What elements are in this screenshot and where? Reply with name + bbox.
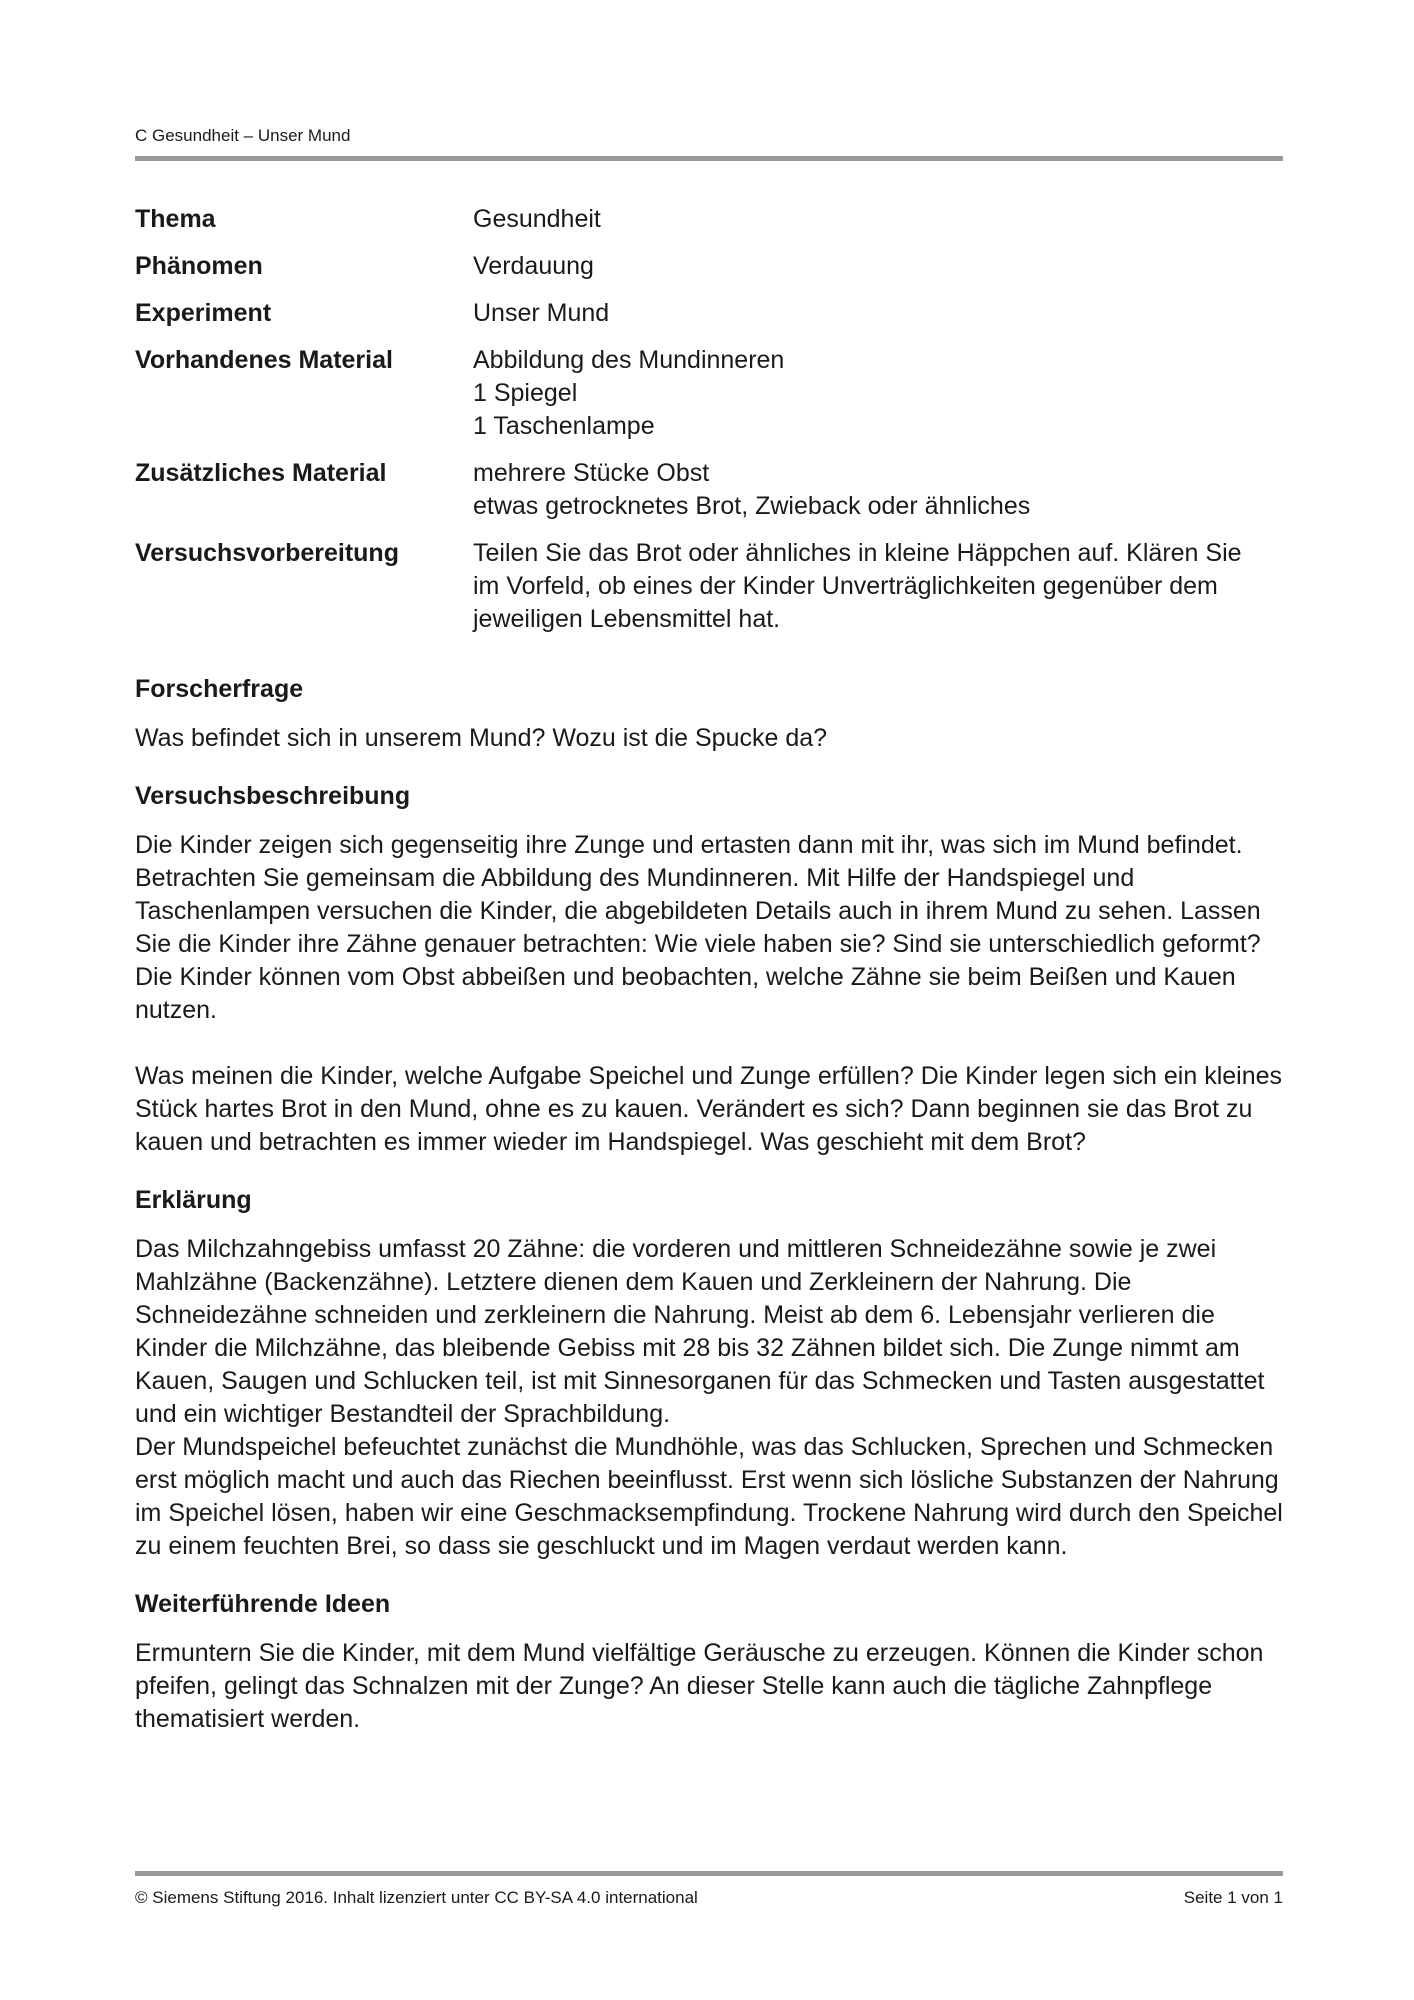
experiment-metadata [135, 203, 1283, 650]
section-text [135, 722, 1283, 755]
section-weiterfuehrende-ideen [135, 1588, 1283, 1736]
meta-value-line: etwas getrocknetes Brot, Zwieback oder ähnliches [473, 492, 1031, 520]
footer-page-number: Seite 1 von 1 [1183, 1888, 1283, 1907]
footer-license: © Siemens Stiftung 2016. Inhalt lizenziert unter CC BY-SA 4.0 international [135, 1888, 698, 1907]
section-erklaerung [135, 1184, 1283, 1563]
meta-value-line: 1 Taschenlampe [473, 412, 655, 440]
footer-divider [135, 1871, 1283, 1876]
meta-value [473, 344, 1283, 443]
meta-value-line: jeweiligen Lebensmittel hat. [473, 605, 781, 633]
paragraph: Was befindet sich in unserem Mund? Wozu ist die Spucke da? [135, 724, 828, 752]
meta-label: Phänomen [135, 252, 263, 280]
meta-value-line: Gesundheit [473, 205, 601, 233]
section-forscherfrage [135, 673, 1283, 755]
meta-value-line: 1 Spiegel [473, 379, 578, 407]
meta-label: Zusätzliches Material [135, 459, 387, 487]
paragraph: Was meinen die Kinder, welche Aufgabe Speichel und Zunge erfüllen? Die Kinder legen sich ein kleines Stück hartes Brot in den Mund, ohne es zu kauen. Verändert es sich? Dann beginnen sie das Brot zu kauen und betrachten es immer wieder im Handspiegel. Was geschieht mit dem Brot? [135, 1062, 1283, 1156]
paragraph: Das Milchzahngebiss umfasst 20 Zähne: die vorderen und mittleren Schneidezähne sowie je zwei Mahlzähne (Backenzähne). Letztere dienen dem Kauen und Zerkleinern der Nahrung. Die Schneidezähne schneiden und zerkleinern die Nahrung. Meist ab dem 6. Lebensjahr verlieren die Kinder die Milchzähne, das bleibende Gebiss mit 28 bis 32 Zähnen bildet sich. Die Zunge nimmt am Kauen, Saugen und Schlucken teil, ist mit Sinnesorganen für das Schmecken und Tasten ausgestattet und ein wichtiger Bestandteil der Sprachbildung. [135, 1235, 1265, 1428]
document-body [135, 673, 1283, 1761]
meta-row-thema [135, 203, 1283, 236]
meta-value-line: Teilen Sie das Brot oder ähnliches in kleine Häppchen auf. Klären Sie [473, 539, 1242, 567]
paragraph: Die Kinder zeigen sich gegenseitig ihre Zunge und ertasten dann mit ihr, was sich im Mund befindet. Betrachten Sie gemeinsam die Abbildung des Mundinneren. Mit Hilfe der Handspiegel und Taschenlampen versuchen die Kinder, die abgebildeten Details auch in ihrem Mund zu sehen. Lassen Sie die Kinder ihre Zähne genauer betrachten: Wie viele haben sie? Sind sie unterschiedlich geformt? Die Kinder können vom Obst abbeißen und beobachten, welche Zähne sie beim Beißen und Kauen nutzen. [135, 831, 1261, 1024]
section-heading: Forscherfrage [135, 675, 304, 703]
section-text [135, 1637, 1283, 1736]
header-divider [135, 156, 1283, 161]
meta-value [473, 297, 1283, 330]
meta-value-line: mehrere Stücke Obst [473, 459, 710, 487]
meta-row-phaenomen [135, 250, 1283, 283]
meta-value [473, 457, 1283, 523]
meta-value [473, 537, 1283, 636]
meta-label: Thema [135, 205, 216, 233]
section-versuchsbeschreibung [135, 780, 1283, 1159]
meta-label: Vorhandenes Material [135, 346, 393, 374]
section-heading: Versuchsbeschreibung [135, 782, 411, 810]
paragraph: Der Mundspeichel befeuchtet zunächst die Mundhöhle, was das Schlucken, Sprechen und Schmecken erst möglich macht und auch das Riechen beeinflusst. Erst wenn sich lösliche Substanzen der Nahrung im Speichel lösen, haben wir eine Geschmacksempfindung. Trockene Nahrung wird durch den Speichel zu einem feuchten Brei, so dass sie geschluckt und im Magen verdaut werden kann. [135, 1433, 1283, 1560]
section-text [135, 829, 1283, 1159]
meta-label: Experiment [135, 299, 272, 327]
page-header: C Gesundheit – Unser Mund [135, 126, 351, 145]
meta-value-line: Verdauung [473, 252, 594, 280]
meta-row-vorhandenes-material [135, 344, 1283, 443]
meta-value-line: Abbildung des Mundinneren [473, 346, 785, 374]
paragraph: Ermuntern Sie die Kinder, mit dem Mund vielfältige Geräusche zu erzeugen. Können die Kinder schon pfeifen, gelingt das Schnalzen mit der Zunge? An dieser Stelle kann auch die tägliche Zahnpflege thematisiert werden. [135, 1639, 1264, 1733]
section-heading: Weiterführende Ideen [135, 1590, 391, 1618]
meta-value-line: Unser Mund [473, 299, 610, 327]
meta-row-zusaetzliches-material [135, 457, 1283, 523]
meta-label: Versuchsvorbereitung [135, 539, 399, 567]
section-heading: Erklärung [135, 1186, 252, 1214]
meta-value-line: im Vorfeld, ob eines der Kinder Unverträglichkeiten gegenüber dem [473, 572, 1218, 600]
meta-value [473, 250, 1283, 283]
meta-value [473, 203, 1283, 236]
meta-row-experiment [135, 297, 1283, 330]
meta-row-versuchsvorbereitung [135, 537, 1283, 636]
section-text [135, 1233, 1283, 1563]
